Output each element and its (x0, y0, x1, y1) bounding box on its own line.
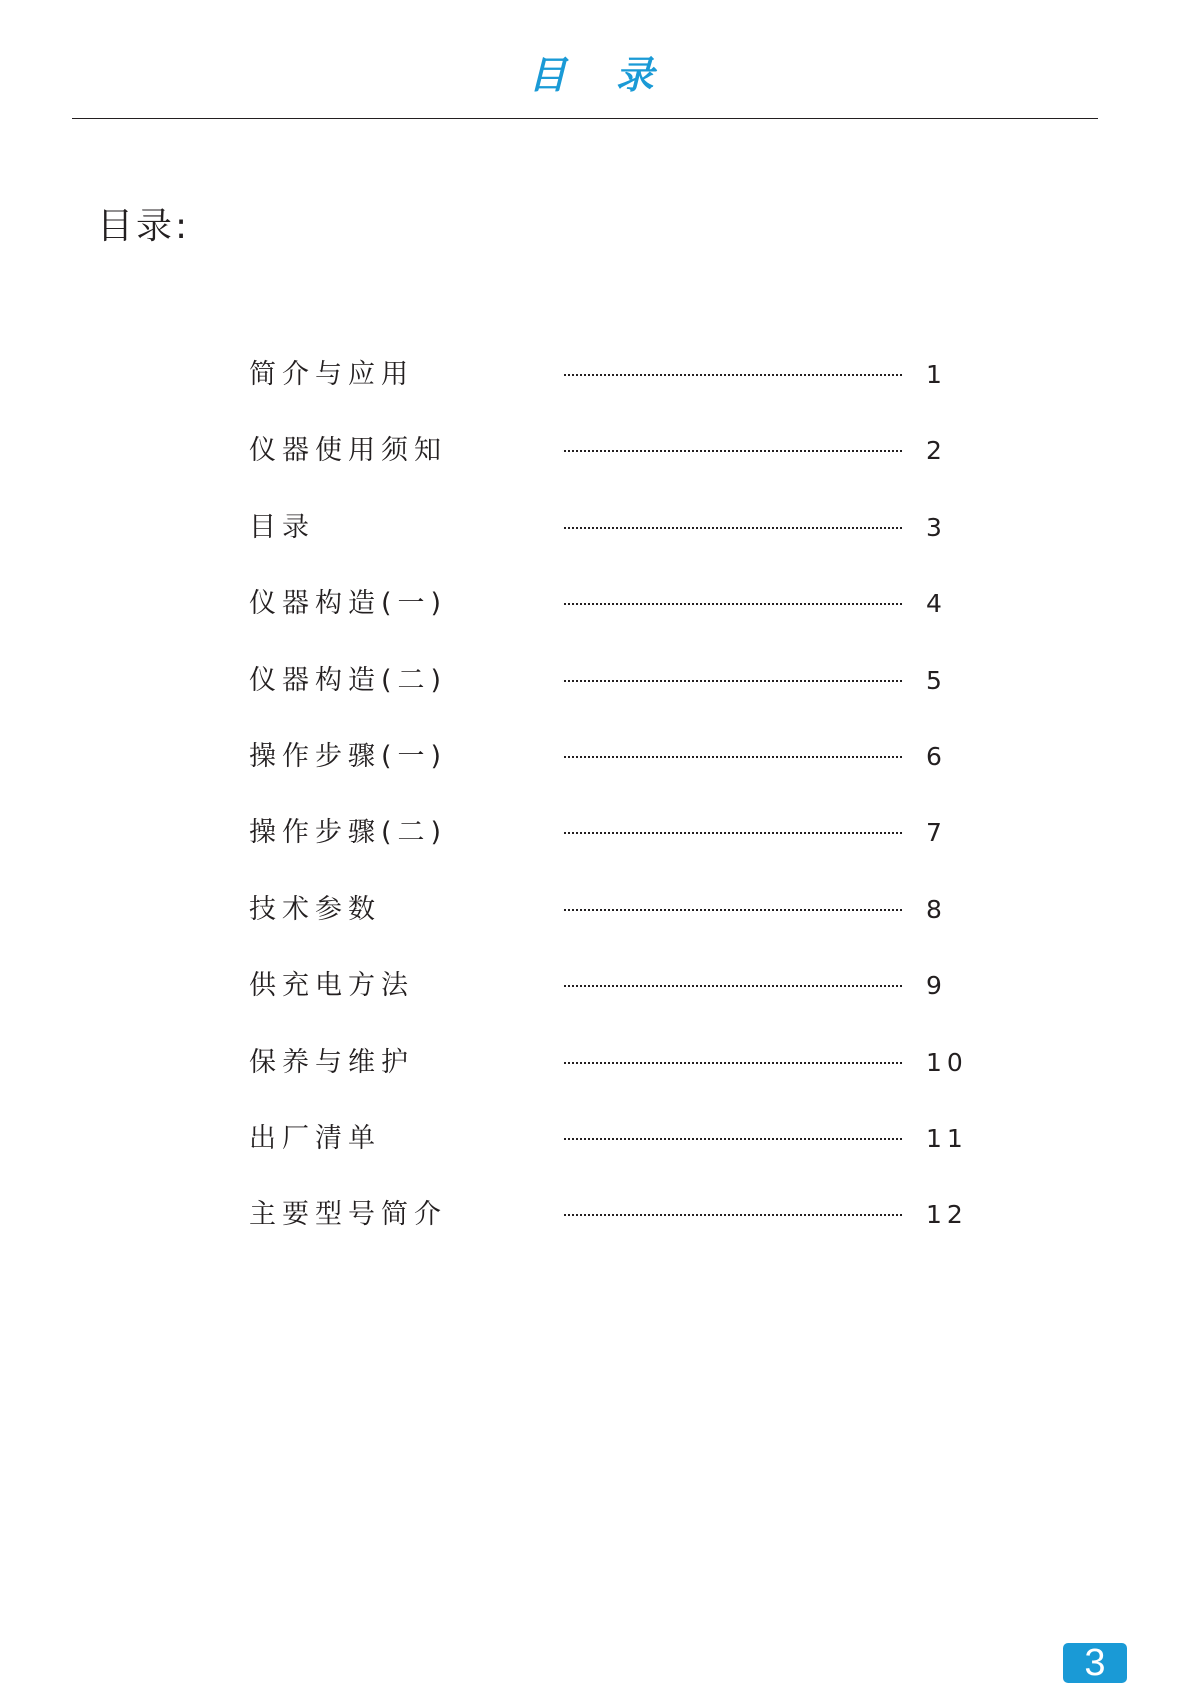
header-title: 目 录 (528, 52, 672, 97)
page-number-badge: 3 (1063, 1643, 1127, 1683)
toc-dot-leader (564, 1138, 902, 1140)
toc-entry (0, 966, 1200, 1042)
toc-entry-title: 操作步骤(一) (249, 740, 448, 772)
toc-dot-leader (564, 603, 902, 605)
toc-entry-page: 7 (926, 818, 947, 848)
toc-entry-page: 6 (926, 741, 947, 771)
toc-entry-title: 仪器使用须知 (249, 435, 447, 467)
toc-dot-leader (564, 450, 902, 452)
toc-dot-leader (564, 1214, 902, 1216)
toc-entry-page: 2 (926, 436, 947, 466)
section-heading: 目录: (97, 206, 191, 247)
toc-dot-leader (564, 756, 902, 758)
toc-entry-title: 简介与应用 (249, 359, 414, 390)
header-divider (72, 118, 1098, 119)
toc-entry (0, 890, 1200, 966)
toc-entry-page: 4 (926, 589, 947, 619)
toc-entry-page: 5 (926, 665, 947, 695)
toc-dot-leader (564, 680, 902, 682)
toc-entry-title: 技术参数 (249, 893, 381, 925)
toc-entry (0, 431, 1200, 507)
toc-entry-page: 3 (926, 512, 947, 542)
toc-entry-title: 操作步骤(二) (249, 817, 448, 849)
toc-entry-page: 1 (926, 360, 947, 389)
toc-entry-page: 12 (926, 1200, 968, 1230)
toc-dot-leader (564, 832, 902, 834)
toc-entry-title: 仪器构造(二) (249, 664, 448, 696)
toc-entry-title: 供充电方法 (249, 970, 414, 1002)
toc-entry (0, 1119, 1200, 1195)
toc-entry (0, 1195, 1200, 1271)
table-of-contents (0, 355, 1200, 1272)
toc-entry (0, 737, 1200, 813)
toc-entry (0, 508, 1200, 584)
toc-entry-page: 10 (926, 1047, 968, 1077)
toc-entry (0, 584, 1200, 660)
toc-entry-page: 9 (926, 971, 947, 1001)
toc-entry-title: 出厂清单 (249, 1122, 381, 1154)
toc-entry (0, 355, 1200, 431)
toc-entry (0, 813, 1200, 889)
toc-entry-title: 保养与维护 (249, 1046, 414, 1078)
toc-entry (0, 1043, 1200, 1119)
toc-dot-leader (564, 374, 902, 376)
toc-dot-leader (564, 527, 902, 529)
toc-entry-title: 目录 (249, 511, 315, 543)
toc-entry-page: 11 (926, 1123, 968, 1153)
toc-dot-leader (564, 1062, 902, 1064)
toc-dot-leader (564, 985, 902, 987)
toc-entry (0, 661, 1200, 737)
toc-dot-leader (564, 909, 902, 911)
toc-entry-page: 8 (926, 894, 947, 924)
toc-entry-title: 主要型号简介 (249, 1199, 447, 1231)
toc-entry-title: 仪器构造(一) (249, 588, 448, 620)
